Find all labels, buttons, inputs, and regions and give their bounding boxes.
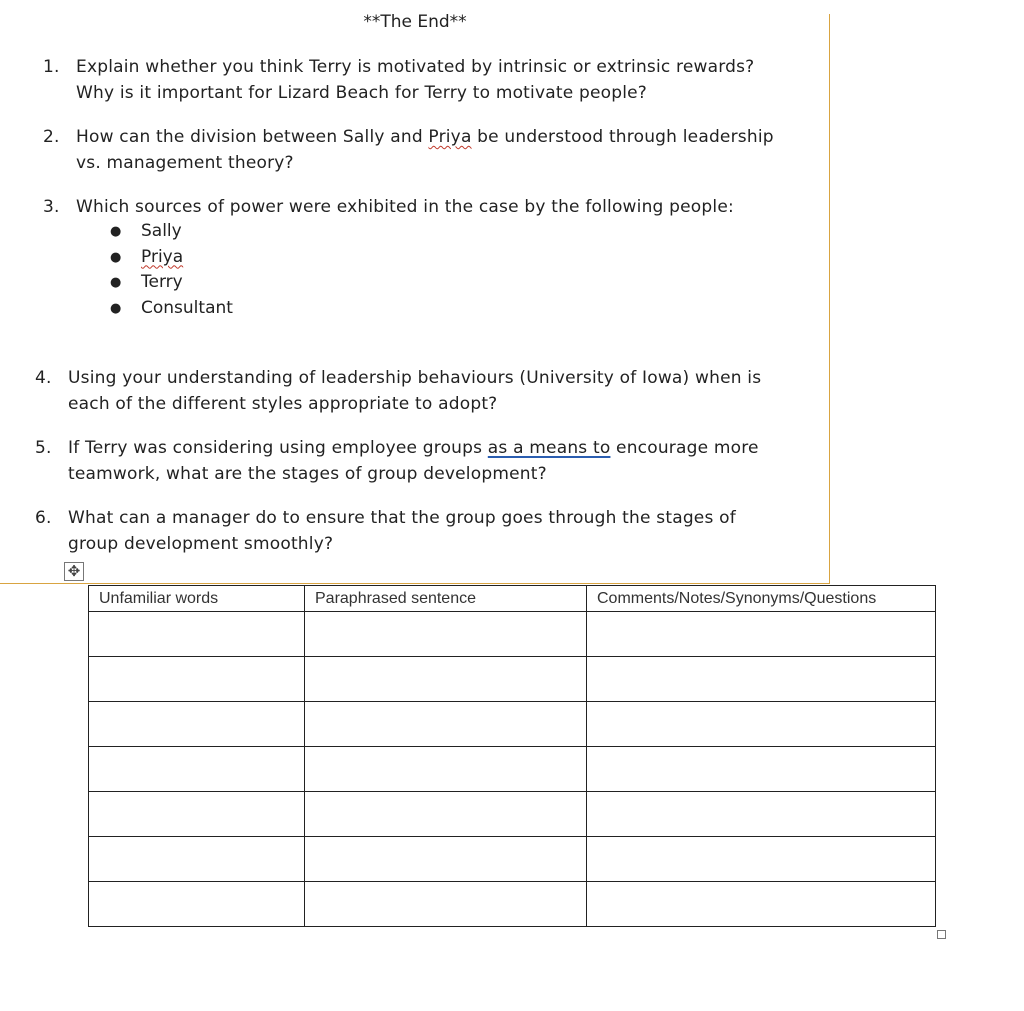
table-cell[interactable]: [305, 702, 587, 747]
text-run: If Terry was considering using employee groups: [68, 438, 488, 458]
question-text-line: Which sources of power were exhibited in the case by the following people:: [76, 197, 734, 217]
table-cell[interactable]: [305, 747, 587, 792]
table-cell[interactable]: [305, 657, 587, 702]
question-number: 4.: [35, 368, 52, 388]
table-cell[interactable]: [89, 882, 305, 927]
spellcheck-word[interactable]: Priya: [141, 246, 184, 267]
question-number: 2.: [43, 127, 60, 147]
move-icon[interactable]: ✥: [64, 562, 84, 581]
table-cell[interactable]: [89, 837, 305, 882]
vocabulary-table: [88, 585, 936, 927]
question-text-line: What can a manager do to ensure that the group goes through the stages of: [68, 508, 736, 528]
question-number: 6.: [35, 508, 52, 528]
table-cell[interactable]: [89, 657, 305, 702]
question-number: 3.: [43, 197, 60, 217]
spellcheck-word[interactable]: Priya: [428, 127, 472, 147]
table-cell[interactable]: [587, 837, 936, 882]
table-row: [89, 747, 936, 792]
column-header-comments: Comments/Notes/Synonyms/Questions: [587, 586, 936, 612]
column-header-paraphrased-sentence: Paraphrased sentence: [305, 586, 587, 612]
table-cell[interactable]: [89, 612, 305, 657]
question-number: 1.: [43, 57, 60, 77]
table-cell[interactable]: [587, 657, 936, 702]
table-cell[interactable]: [587, 792, 936, 837]
table-cell[interactable]: [89, 747, 305, 792]
table-cell[interactable]: [587, 882, 936, 927]
question-text-line: vs. management theory?: [76, 153, 294, 173]
page-margin-bottom: [0, 583, 830, 584]
question-text-line: each of the different styles appropriate to adopt?: [68, 394, 498, 414]
column-header-unfamiliar-words: Unfamiliar words: [89, 586, 305, 612]
table-cell[interactable]: [305, 882, 587, 927]
table-cell[interactable]: [587, 612, 936, 657]
page-margin-right: [829, 14, 830, 584]
question-number: 5.: [35, 438, 52, 458]
text-run: encourage more: [610, 438, 759, 458]
table-row: [89, 657, 936, 702]
table-row: [89, 612, 936, 657]
table-cell[interactable]: [587, 747, 936, 792]
table-row: [89, 882, 936, 927]
question-text-line: group development smoothly?: [68, 534, 334, 554]
question-text-line: [76, 124, 774, 150]
table-row: [89, 837, 936, 882]
table-cell[interactable]: [305, 612, 587, 657]
table-header-row: [89, 586, 936, 612]
text-run: be understood through leadership: [471, 127, 774, 147]
table-cell[interactable]: [305, 792, 587, 837]
resize-handle-icon[interactable]: [937, 930, 946, 939]
text-run: How can the division between Sally and: [76, 127, 429, 147]
question-text-line: Why is it important for Lizard Beach for Terry to motivate people?: [76, 83, 648, 103]
table-cell[interactable]: [89, 702, 305, 747]
table-cell[interactable]: [587, 702, 936, 747]
table-cell[interactable]: [89, 792, 305, 837]
page-title: **The End**: [363, 12, 467, 32]
table-row: [89, 702, 936, 747]
table-cell[interactable]: [305, 837, 587, 882]
question-text-line: [68, 435, 759, 461]
grammar-flagged-phrase[interactable]: as a means to: [487, 438, 611, 458]
question-text-line: Using your understanding of leadership behaviours (University of Iowa) when is: [68, 368, 762, 388]
table-row: [89, 792, 936, 837]
question-text-line: teamwork, what are the stages of group development?: [68, 464, 547, 484]
question-text-line: Explain whether you think Terry is motivated by intrinsic or extrinsic rewards?: [76, 57, 755, 77]
